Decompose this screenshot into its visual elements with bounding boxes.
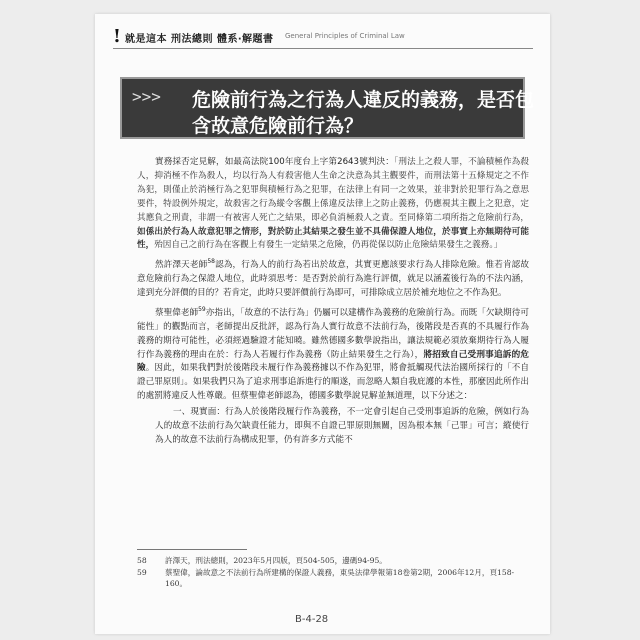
paragraph-1: 實務採否定見解，如最高法院100年度台上字第2643號判決：「刑法上之殺人罪，不論積極作為殺人，抑消極不作為殺人，均以行為人有殺害他人生命之決意為其主觀要件，而刑法第十五條規定之不作為犯，則僅止於消極行為之犯罪與積極行為之犯罪，在法律上有同一之效果，並非對於犯罪行為之意思要件，特設例外規定，故殺害之行為縱令客觀上係違反法律上之防止義務，仍應視其主觀上之犯意，定其應負之刑責，非謂一有被害人死亡之結果，即必負消極殺人之責。至同條第二項所指之危險前行為，如係出於行為人故意犯罪之情形，對於防止其結果之發生並不具備保證人地位，於事實上亦無期待可能性，殆因自己之前行為在客觀上有發生一定結果之危險，仍再從保以防止危險結果發生之義務。」 — [137, 157, 529, 251]
list-item-1: 一、現實面：行為人於後階段履行作為義務，不一定會引起自己受刑事追訴的危險，例如行為人的故意不法前行為欠缺責任能力，即與不自證己罪原則無關，因為根本無「己罪」可言；縱使行為人的故意不法前行為構成犯罪，仍有許多方式能不 — [155, 407, 529, 445]
emphasized-text: 將招致自己受刑事追訴的危險 — [137, 349, 529, 374]
paragraph-2: 然許澤天老師$^{58}$認為，行為人的前行為若出於故意，其實更應該要求行為人排除危險。惟若肯認故意危險前行為之保證人地位，此時須思考：是否對於前行為進行評價，就足以涵蓋後行為的不法內涵，達到充分評價的目的？若肯定，此時只要評價前行為即可，可排除成立居於補充地位之不作為犯。 — [137, 258, 529, 299]
paragraph-3: 蔡聖偉老師$^{59}$亦指出，「故意的不法行為」仍屬可以建構作為義務的危險前行為。而既「欠缺期待可能性」的觀點而言，老師提出反批評，認為行為人實行故意不法前行為，後階段是否真的不具履行作為義務的期待可能性，必須經過驗證才能知曉。雖然德國多數學說指出，讓法規範必須放棄期待行為人履行作為義務的理由在於：行為人若履行作為義務（防止結果發生之行為），將招致自己受刑事追訴的危險。因此，如果我們對於後階段未履行作為義務據以不作為犯罪，將會抵觸現代法治國所採行的「不自證己罪原則」。如果我們只為了追求刑事追訴進行的順遂，而忽略人類自我庇護的本性，那麼因此所作出的處罰將違反人性尊嚴。但蔡聖偉老師認為，德國多數學說見解並無道理，以下分述之： — [137, 305, 529, 402]
section-heading-banner — [120, 77, 535, 139]
body-text — [137, 156, 529, 450]
footnote-58 — [137, 555, 529, 567]
footnote-ref[interactable]: 59 — [198, 305, 206, 313]
running-header — [113, 28, 533, 49]
footnote-59 — [137, 567, 529, 590]
footnote-number: 59 — [137, 567, 147, 577]
exclamation-icon: ! — [113, 26, 121, 47]
footnote-text: 許澤天，刑法總則，2023年5月四版，頁504-505，邊碼94-95。 — [165, 556, 387, 565]
section-title-line-1: 危險前行為之行為人違反的義務，是否包 — [192, 89, 535, 111]
book-page — [95, 14, 550, 634]
emphasized-text: 如係出於行為人故意犯罪之情形，對於防止其結果之發生並不具備保證人地位，於事實上亦無期待可能性， — [137, 226, 529, 251]
footnote-divider — [137, 549, 247, 550]
book-title-english: General Principles of Criminal Law — [285, 32, 405, 40]
book-title: 就是這本 刑法總則 體系‧解題書 — [125, 34, 274, 45]
footnote-text: 蔡聖偉，論故意之不法前行為所建構的保證人義務，東吳法律學報第18卷第2期，2006年12月，頁158-160。 — [165, 567, 515, 588]
section-title-line-2: 含故意危險前行為？ — [192, 115, 364, 137]
chevron-arrows-icon: >>> — [132, 87, 161, 106]
footnotes — [137, 555, 529, 590]
page-number: B-4-28 — [295, 614, 329, 625]
footnote-number: 58 — [137, 556, 147, 565]
footnote-ref[interactable]: 58 — [207, 258, 215, 266]
